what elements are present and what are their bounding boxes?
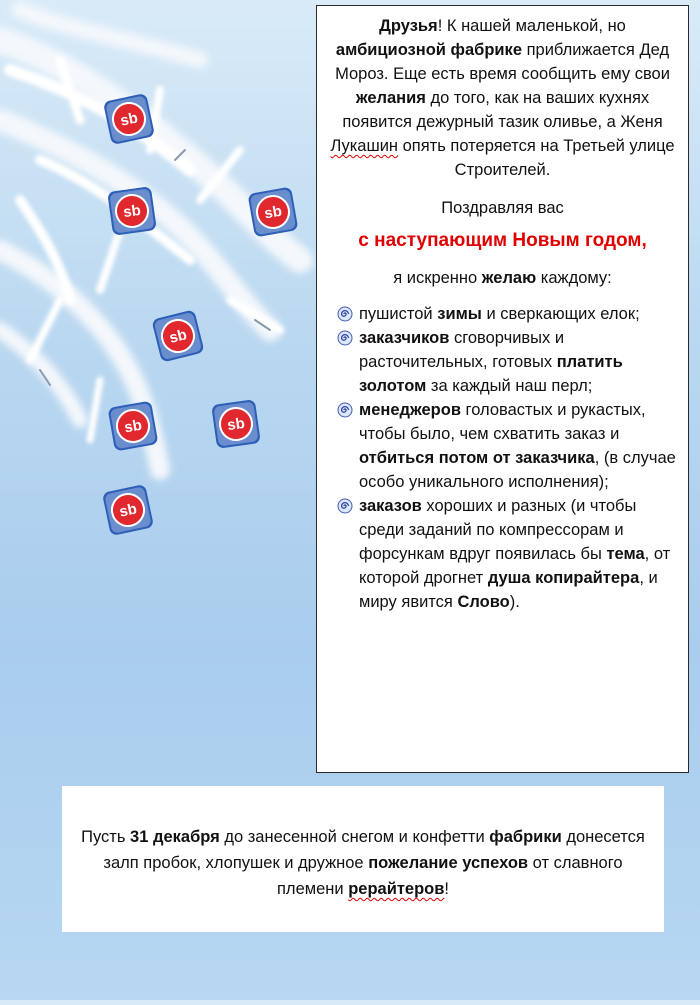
sb-logo-icon bbox=[104, 397, 162, 455]
wish-segment: тема bbox=[606, 545, 645, 563]
intro-segment: опять потеряется на Третьей улице Строителей. bbox=[398, 137, 675, 179]
sb-logo-icon bbox=[98, 480, 157, 539]
wish-item bbox=[359, 302, 676, 326]
wish-segment: зимы bbox=[437, 305, 482, 323]
wish-segment: заказчиков bbox=[359, 329, 450, 347]
swirl-bullet-icon bbox=[337, 497, 353, 513]
closing-segment: Пусть bbox=[81, 828, 131, 846]
wish-segment: ). bbox=[509, 593, 520, 611]
svg-text:sb: sb bbox=[117, 500, 139, 521]
sb-logo-icon bbox=[244, 183, 302, 241]
wish-segment: , от которой дрогнет bbox=[359, 545, 671, 587]
wish-segment: и сверкающих елок; bbox=[481, 305, 640, 323]
wish-intro-segment: каждому: bbox=[536, 269, 612, 287]
wish-segment: отбиться потом от заказчика bbox=[359, 449, 595, 467]
wish-segment: хороших и разных (и чтобы среди заданий по компрессорам и форсункам вдруг появилась бы bbox=[359, 497, 637, 563]
wish-segment: менеджеров bbox=[359, 401, 461, 419]
wish-intro-segment: желаю bbox=[481, 269, 537, 287]
svg-text:sb: sb bbox=[226, 414, 246, 435]
svg-text:sb: sb bbox=[167, 326, 189, 347]
intro-segment: ! К нашей маленькой, но bbox=[437, 17, 626, 35]
letter-intro bbox=[329, 14, 676, 182]
closing-segment: пожелание успехов bbox=[368, 854, 529, 872]
wish-item bbox=[359, 326, 676, 398]
wish-segment: , и миру явится bbox=[359, 569, 658, 611]
intro-segment: Лукашин bbox=[330, 137, 399, 155]
greeting-line: Поздравляя вас bbox=[441, 199, 564, 217]
closing-segment: рерайтеров bbox=[348, 880, 445, 898]
wish-segment: пушистой bbox=[359, 305, 438, 323]
svg-text:sb: sb bbox=[262, 202, 284, 223]
svg-text:sb: sb bbox=[122, 416, 144, 437]
wish-segment: заказов bbox=[359, 497, 422, 515]
intro-segment: Друзья bbox=[379, 17, 438, 35]
sb-logo-icon bbox=[208, 396, 264, 452]
wish-segment: платить золотом bbox=[359, 353, 623, 395]
wish-segment: сговорчивых и расточительных, готовых bbox=[359, 329, 565, 371]
intro-segment: желания bbox=[355, 89, 426, 107]
closing-text bbox=[80, 824, 646, 902]
letter-box bbox=[316, 5, 689, 773]
sb-logo-icon bbox=[99, 89, 158, 148]
wish-segment: душа копирайтера bbox=[487, 569, 640, 587]
sb-logo-icon bbox=[104, 183, 160, 239]
swirl-bullet-icon bbox=[337, 305, 353, 321]
wish-item bbox=[359, 398, 676, 494]
wish-intro-segment: я искренно bbox=[393, 269, 482, 287]
wish-intro bbox=[329, 266, 676, 290]
wish-segment: Слово bbox=[457, 593, 510, 611]
svg-text:sb: sb bbox=[122, 201, 142, 222]
closing-segment: ! bbox=[444, 880, 449, 898]
intro-segment: амбициозной фабрике bbox=[335, 41, 522, 59]
swirl-bullet-icon bbox=[337, 329, 353, 345]
closing-segment: до занесенной снегом и конфетти bbox=[219, 828, 490, 846]
wish-list bbox=[329, 302, 676, 614]
wish-segment: , (в случае особо уникального исполнения); bbox=[359, 449, 676, 491]
closing-segment: фабрики bbox=[489, 828, 562, 846]
closing-segment: донесется залп пробок, хлопушек и дружное bbox=[103, 828, 645, 872]
intro-segment: до того, как на ваших кухнях появится дежурный тазик оливье, а Женя bbox=[342, 89, 663, 131]
new-year-headline: с наступающим Новым годом, bbox=[358, 230, 647, 251]
wish-item bbox=[359, 494, 676, 614]
wish-segment: головастых и рукастых, чтобы было, чем схватить заказ и bbox=[359, 401, 646, 443]
intro-segment: приближается Дед Мороз. Еще есть время сообщить ему свои bbox=[335, 41, 670, 83]
closing-segment: 31 декабря bbox=[130, 828, 220, 846]
svg-text:sb: sb bbox=[118, 109, 140, 130]
closing-segment: от славного племени bbox=[277, 854, 623, 898]
closing-box bbox=[62, 786, 664, 932]
swirl-bullet-icon bbox=[337, 401, 353, 417]
wish-segment: за каждый наш перл; bbox=[426, 377, 593, 395]
